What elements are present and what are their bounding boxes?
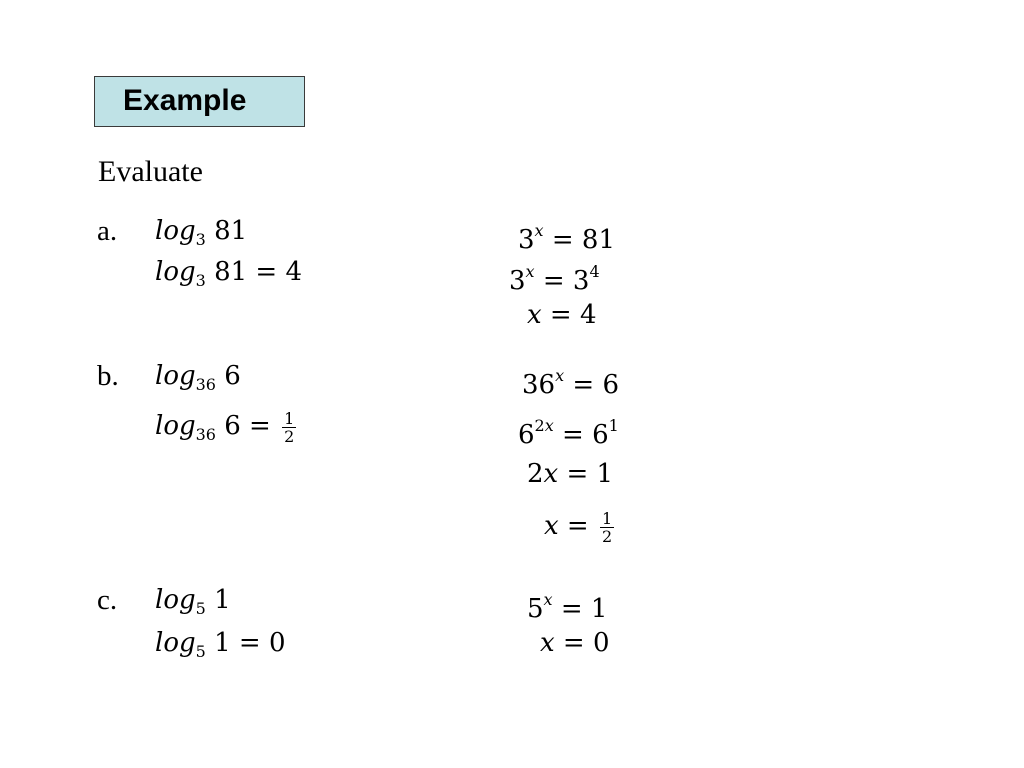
part-c-log-expression: $\log_5 1$: [155, 585, 231, 618]
part-b-exp-equation-2: $6^{2x} = 6^1$: [518, 416, 619, 450]
part-c-exp-equation: $5^x = 1$: [527, 590, 608, 624]
example-title-box: [94, 76, 305, 127]
part-a-log-result: $\log_3 81 = 4$: [155, 257, 303, 290]
part-b-exp-equation-1: $36^x = 6$: [522, 366, 619, 400]
part-b-log-result: $\log_{36} 6$ = $\frac{1}{2}$: [155, 408, 295, 446]
part-b-solution-fraction: $\frac{1}{2}$: [602, 508, 613, 546]
part-c-solution: x = 0: [540, 628, 610, 658]
evaluate-prompt: Evaluate: [98, 155, 203, 188]
part-b-label: b.: [97, 360, 119, 392]
part-a-exp-equation-2: $3^x = 3^4$: [509, 262, 600, 296]
example-title: Example: [123, 84, 247, 117]
part-a-label: a.: [97, 215, 118, 247]
part-b-solution: x = $\frac{1}{2}$: [544, 508, 613, 546]
part-b-result-fraction: $\frac{1}{2}$: [284, 408, 295, 446]
part-b-log-expression: $\log_{36} 6$: [155, 361, 241, 394]
part-a-log-expression: $\log_3 81$: [155, 216, 248, 249]
part-c-label: c.: [97, 584, 118, 616]
part-a-exp-equation-1: $3^x = 81$: [518, 221, 615, 255]
part-a-solution: x = 4: [527, 300, 597, 330]
part-c-log-result: $\log_5 1 = 0$: [155, 628, 286, 661]
part-b-linear-equation: 2x = 1: [527, 459, 614, 489]
